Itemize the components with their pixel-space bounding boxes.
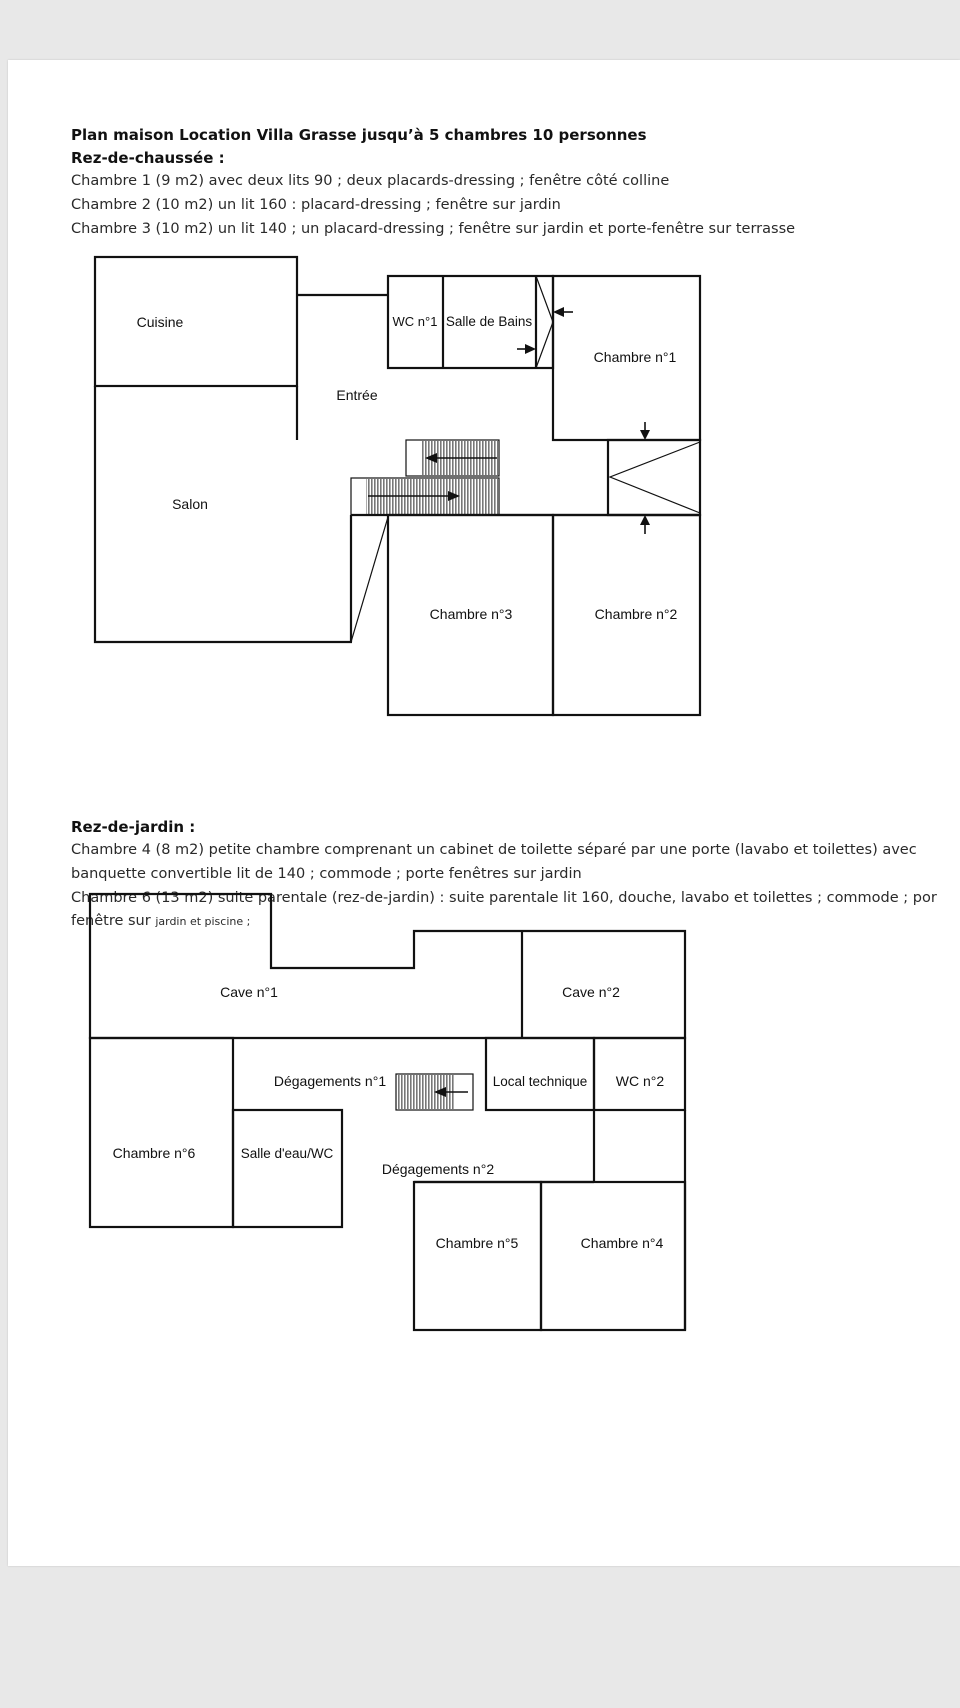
chambre6-room [90,1038,233,1227]
arrow-right-icon [517,344,536,354]
chambre3-label: Chambre n°3 [429,606,513,622]
salon-label: Salon [172,496,208,512]
chambre5-label: Chambre n°5 [435,1235,519,1251]
salle-de-bains-label: Salle de Bains [445,314,533,329]
description-line: banquette convertible lit de 140 ; commode ; porte fenêtres sur jardin [71,866,582,882]
salle-eau-label: Salle d'eau/WC [240,1146,334,1161]
chambre5-room [414,1182,541,1330]
chambre1-label: Chambre n°1 [593,349,677,365]
chambre6-label: Chambre n°6 [112,1145,196,1161]
description-line-small: jardin et piscine ; [155,915,251,928]
description-line: Chambre 3 (10 m2) un lit 140 ; un placard-dressing ; fenêtre sur jardin et porte-fenêtre sur terrasse [71,221,796,237]
entree-label: Entrée [336,387,378,403]
wc2-label: WC n°2 [615,1073,665,1089]
local-technique-label: Local technique [492,1074,588,1089]
degagements2-label: Dégagements n°2 [381,1161,495,1177]
door-swing [351,517,388,642]
stair-lines [610,442,700,513]
ground-floor-plan [95,257,700,715]
degagements1-label: Dégagements n°1 [273,1073,387,1089]
cave1-label: Cave n°1 [220,984,278,1000]
ground-floor-heading: Rez-de-chaussée : [71,149,225,167]
description-line: Chambre 6 (13 m2) suite parentale (rez-de-jardin) : suite parentale lit 160, douche, lavabo et toilettes ; commode ; por [71,890,937,906]
cuisine-label: Cuisine [136,314,184,330]
arrow-down-icon [640,422,650,440]
arrow-left-icon [553,307,573,317]
garden-floor-plan [90,894,685,1330]
chambre4-room [541,1182,685,1330]
arrow-up-icon [640,515,650,534]
description-line-start: fenêtre sur [71,913,156,929]
chambre2-label: Chambre n°2 [594,606,678,622]
stair-landing [608,440,700,515]
cave2-label: Cave n°2 [562,984,620,1000]
cave1-room [90,894,685,1038]
door-swing [536,276,553,368]
salon-room [95,386,352,642]
description-line: Chambre 2 (10 m2) un lit 160 : placard-dressing ; fenêtre sur jardin [71,197,561,213]
floor-plans [8,60,960,1566]
chambre4-label: Chambre n°4 [580,1235,664,1251]
salle-eau-room [233,1110,342,1227]
garden-floor-heading: Rez-de-jardin : [71,818,196,836]
description-line: Chambre 1 (9 m2) avec deux lits 90 ; deux placards-dressing ; fenêtre côté colline [71,173,670,189]
document-title: Plan maison Location Villa Grasse jusqu’à 5 chambres 10 personnes [71,126,647,144]
description-line: Chambre 4 (8 m2) petite chambre comprenant un cabinet de toilette séparé par une porte (lavabo et toilettes) avec [71,842,917,858]
cuisine-room [95,257,297,386]
wc1-label: WC n°1 [392,314,438,329]
document-page [8,60,960,1566]
